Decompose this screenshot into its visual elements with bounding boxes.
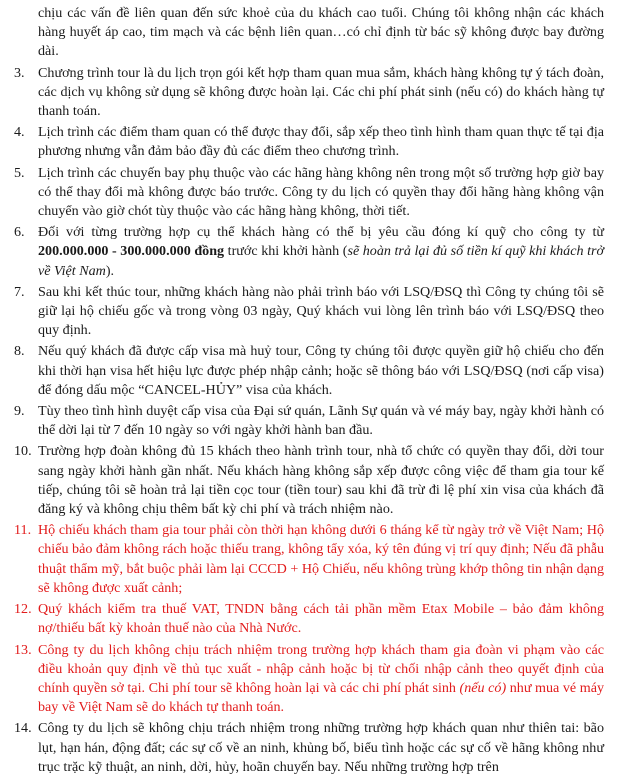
- item-number: 8.: [14, 343, 25, 360]
- item-text: Công ty du lịch sẽ không chịu trách nhiệm trong những trường hợp khách quan như thiên tai: bão lụt, hạn hán, động đất; các sự cố về an ninh, khủng bố, biểu tình hoặc các sự cố về hãng không như trục trặc kỹ thuật, an ninh, dời, hủy, hoãn chuyến bay. Nếu những trường hợp trên: [38, 720, 604, 775]
- list-item-6: [14, 223, 604, 281]
- item-number: 9.: [14, 403, 25, 420]
- list-item-4: [14, 123, 604, 161]
- list-item-8: [14, 342, 604, 400]
- item-number: 14.: [14, 720, 32, 737]
- item-text: Công ty du lịch không chịu trách nhiệm trong trường hợp khách tham gia đoàn vi phạm vào các điều khoản quy định về thủ tục xuất - nhập cảnh hoặc bị từ chối nhập cảnh theo quyết định của chính quyền sở tại. Chi phí tour sẽ không hoàn lại và các chi phí phát sinh: [38, 641, 604, 696]
- list-item-10: [14, 442, 604, 519]
- list-item-14: [14, 719, 604, 777]
- item-text: Đối với từng trường hợp cụ thể khách hàng có thể bị yêu cầu đóng kí quỹ cho công ty từ: [38, 224, 604, 241]
- list-item-5: [14, 164, 604, 222]
- item-number: 12.: [14, 601, 32, 618]
- item-text: Trường hợp đoàn không đủ 15 khách theo hành trình tour, nhà tổ chức có quyền thay đổi, dời tour sang ngày khởi hành gần nhất. Nếu khách hàng không sắp xếp được công việc để tham gia tour kế tiếp, chúng tôi sẽ hoàn trả lại tiền cọc tour (tiền tour) sau khi đã trừ đi lệ phí xin visa của khách đã đăng ký và không chịu thêm bất kỳ chi phí và trách nhiệm nào.: [38, 443, 604, 518]
- item-text: Nếu quý khách đã được cấp visa mà huỷ tour, Công ty chúng tôi được quyền giữ hộ chiếu cho đến khi thời hạn visa hết hiệu lực được phép nhập cảnh; hoặc sẽ thông báo với LSQ/ĐSQ (nơi cấp visa) để đóng dấu mộc “CANCEL-HỦY” visa của khách.: [38, 343, 604, 398]
- item-number: 3.: [14, 64, 25, 81]
- if-any-note: (nếu có): [459, 679, 507, 696]
- terms-list: [14, 64, 604, 777]
- list-item-12: [14, 600, 604, 638]
- item-number: 4.: [14, 124, 25, 141]
- list-item-3: [14, 64, 604, 122]
- item-number: 13.: [14, 641, 32, 658]
- item-number: 5.: [14, 164, 25, 181]
- item-number: 10.: [14, 443, 32, 460]
- list-item-13: [14, 641, 604, 718]
- item-text: như mua vé máy bay về Việt Nam sẽ do khách tự thanh toán.: [38, 679, 604, 716]
- item-text: trước khi khởi hành (: [224, 243, 348, 260]
- list-item-11: [14, 521, 604, 598]
- item-text: Chương trình tour là du lịch trọn gói kết hợp tham quan mua sắm, khách hàng không tự ý tách đoàn, các dịch vụ không sử dụng sẽ không được hoàn lại. Các chi phí phát sinh (nếu có) do khách hàng tự thanh toán.: [38, 64, 604, 120]
- item-text: Lịch trình các điểm tham quan có thể được thay đổi, sắp xếp theo tình hình tham quan thực tế tại địa phương nhưng vẫn đảm bảo đầy đủ các điểm theo chương trình.: [38, 124, 604, 160]
- item-text: Tùy theo tình hình duyệt cấp visa của Đại sứ quán, Lãnh Sự quán và vé máy bay, ngày khởi hành có thể dời lại từ 7 đến 10 ngày so với ngày khởi hành ban đầu.: [38, 403, 604, 439]
- item-text: Lịch trình các chuyến bay phụ thuộc vào các hãng hàng không nên trong một số trường hợp giờ bay có thể thay đổi mà không được báo trước. Công ty du lịch có quyền thay đổi hãng hàng không vận chuyển vào giờ chót tùy thuộc vào các hãng hàng không, thời tiết.: [38, 164, 604, 220]
- deposit-amount: 200.000.000 - 300.000.000 đồng: [38, 243, 225, 260]
- deposit-note: sẽ hoàn trả lại đủ số tiền kí quỹ khi khách trở về Việt Nam: [38, 243, 604, 279]
- item-2-continuation: chịu các vấn đề liên quan đến sức khoẻ của du khách cao tuổi. Chúng tôi không nhận các khách hàng huyết áp cao, tim mạch và các bệnh liên quan…có chỉ định từ bác sỹ không được bay đường dài.: [38, 5, 604, 60]
- item-text: Sau khi kết thúc tour, những khách hàng nào phải trình báo với LSQ/ĐSQ thì Công ty chúng tôi sẽ giữ lại hộ chiếu gốc và trong vòng 03 ngày, Quý khách vui lòng lên trình báo với LSQ/ĐSQ theo quy định.: [38, 283, 604, 339]
- list-item-7: [14, 283, 604, 341]
- item-number: 11.: [14, 522, 32, 539]
- list-item-9: [14, 402, 604, 440]
- item-text: ).: [105, 262, 115, 279]
- item-number: 6.: [14, 224, 25, 241]
- item-text: Hộ chiếu khách tham gia tour phải còn thời hạn không dưới 6 tháng kể từ ngày trở về Việt Nam; Hộ chiếu bảo đảm không rách hoặc thiếu trang, không tẩy xóa, ký tên đúng vị trí quy định; Nếu đã phẫu thuật thẩm mỹ, bắt buộc phải làm lại CCCD + Hộ Chiếu, nếu không trùng khớp thông tin nhận dạng sẽ không được xuất cảnh;: [38, 522, 604, 596]
- item-text: Quý khách kiểm tra thuế VAT, TNDN bằng cách tải phần mềm Etax Mobile – bảo đảm không nợ/thiếu bất kỳ khoản thuế nào của Nhà Nước.: [38, 601, 604, 637]
- item-number: 7.: [14, 283, 25, 300]
